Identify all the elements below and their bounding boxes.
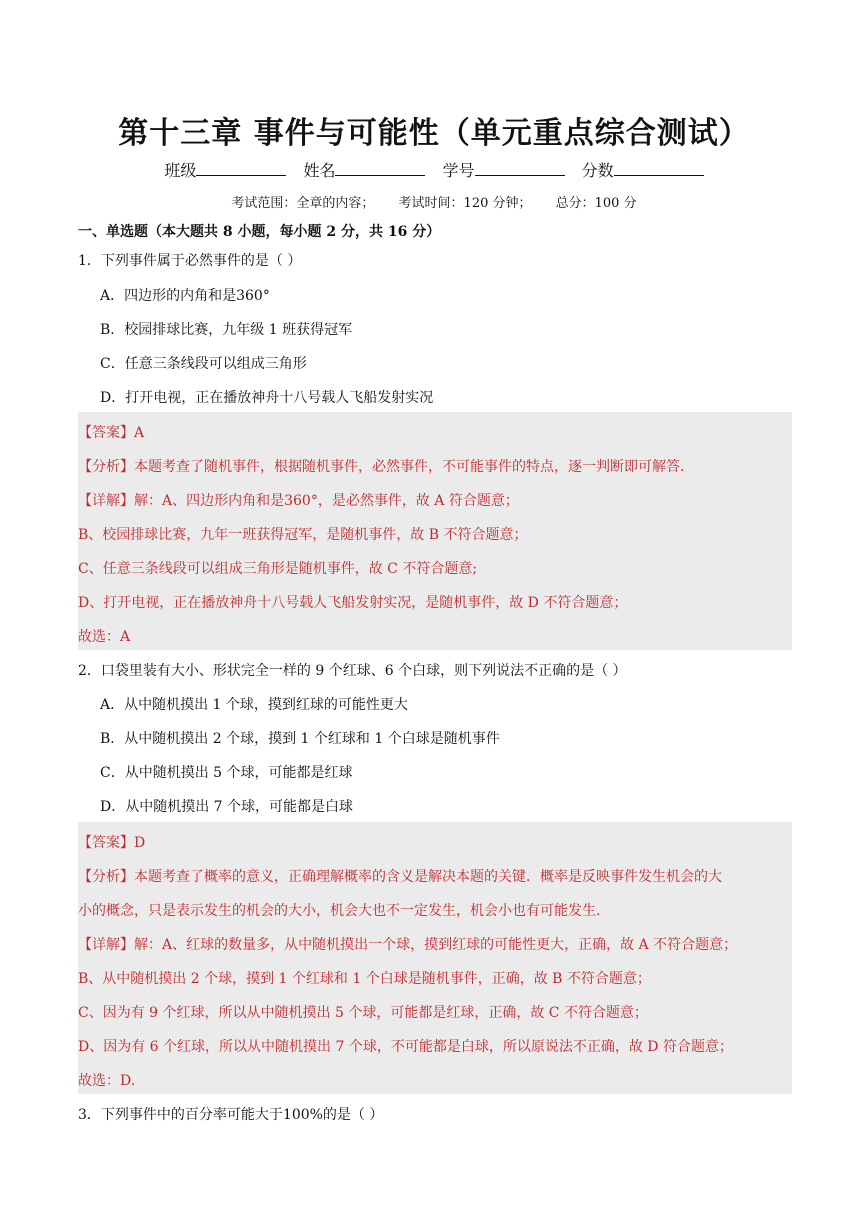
question-1-option-c: C．任意三条线段可以组成三角形: [100, 356, 307, 372]
class-label: 班级: [164, 161, 197, 180]
class-field: [164, 158, 286, 181]
question-1-detail-4: D、打开电视，正在播放神舟十八号载人飞船发射实况，是随机事件，故 D 不符合题意；: [78, 595, 628, 611]
question-2-detail-4: D、因为有 6 个红球，所以从中随机摸出 7 个球，不可能都是白球，所以原说法不正确，故 D 符合题意；: [78, 1039, 733, 1055]
id-field: [443, 158, 565, 181]
exam-info: [0, 192, 868, 211]
name-field: [303, 158, 425, 181]
name-label: 姓名: [303, 161, 336, 180]
score-blank[interactable]: [614, 161, 704, 176]
id-blank[interactable]: [475, 161, 565, 176]
exam-total: 总分：100 分: [555, 196, 637, 211]
question-1-option-d: D．打开电视，正在播放神舟十八号载人飞船发射实况: [100, 390, 434, 406]
section-heading: 一、单选题（本大题共 8 小题，每小题 2 分，共 16 分）: [78, 224, 441, 240]
question-2-detail-1: 【详解】解：A、红球的数量多，从中随机摸出一个球，摸到红球的可能性更大，正确，故 A 不符合题意；: [78, 937, 738, 953]
question-1-stem: 1．下列事件属于必然事件的是（ ）: [78, 253, 302, 269]
question-2-answer: 【答案】D: [78, 835, 146, 851]
question-1-option-a: A．四边形的内角和是360°: [100, 288, 270, 304]
question-2-detail-3: C、因为有 9 个红球，所以从中随机摸出 5 个球，可能都是红球，正确，故 C 不符合题意；: [78, 1005, 648, 1021]
page-title: 第十三章 事件与可能性（单元重点综合测试）: [118, 116, 750, 151]
score-field: [582, 158, 704, 181]
question-2-option-c: C．从中随机摸出 5 个球，可能都是红球: [100, 765, 353, 781]
question-1-answer: 【答案】A: [78, 425, 145, 441]
question-2-solution: [78, 822, 792, 1094]
question-1-detail-1: 【详解】解：A、四边形内角和是360°，是必然事件，故 A 符合题意；: [78, 493, 519, 509]
question-1-detail-5: 故选：A: [78, 629, 131, 645]
student-info-row: [0, 158, 868, 181]
question-1-analysis: 【分析】本题考查了随机事件，根据随机事件，必然事件，不可能事件的特点，逐一判断即可解答.: [78, 459, 685, 475]
question-3-stem: 3．下列事件中的百分率可能大于100%的是（ ）: [78, 1107, 384, 1123]
question-2-analysis-line-1: 【分析】本题考查了概率的意义，正确理解概率的含义是解决本题的关键．概率是反映事件发生机会的大: [78, 869, 722, 885]
question-1-solution: [78, 412, 792, 650]
question-2-option-d: D．从中随机摸出 7 个球，可能都是白球: [100, 799, 354, 815]
question-2-stem: 2．口袋里装有大小、形状完全一样的 9 个红球、6 个白球，则下列说法不正确的是（ ）: [78, 663, 627, 679]
id-label: 学号: [442, 161, 475, 180]
question-2-option-a: A．从中随机摸出 1 个球，摸到红球的可能性更大: [100, 697, 408, 713]
exam-time: 考试时间：120 分钟；: [398, 196, 532, 211]
class-blank[interactable]: [196, 161, 286, 176]
question-2-option-b: B．从中随机摸出 2 个球，摸到 1 个红球和 1 个白球是随机事件: [100, 731, 500, 747]
question-1-detail-2: B、校园排球比赛，九年一班获得冠军，是随机事件，故 B 不符合题意；: [78, 527, 528, 543]
question-1-detail-3: C、任意三条线段可以组成三角形是随机事件，故 C 不符合题意;: [78, 561, 478, 577]
name-blank[interactable]: [335, 161, 425, 176]
question-2-detail-5: 故选：D.: [78, 1073, 136, 1089]
score-label: 分数: [581, 161, 614, 180]
question-2-detail-2: B、从中随机摸出 2 个球，摸到 1 个红球和 1 个白球是随机事件，正确，故 B 不符合题意；: [78, 971, 651, 987]
question-2-analysis-line-2: 小的概念，只是表示发生的机会的大小，机会大也不一定发生，机会小也有可能发生.: [78, 903, 601, 919]
question-1-option-b: B．校园排球比赛，九年级 1 班获得冠军: [100, 322, 353, 338]
exam-scope: 考试范围：全章的内容；: [231, 196, 375, 211]
